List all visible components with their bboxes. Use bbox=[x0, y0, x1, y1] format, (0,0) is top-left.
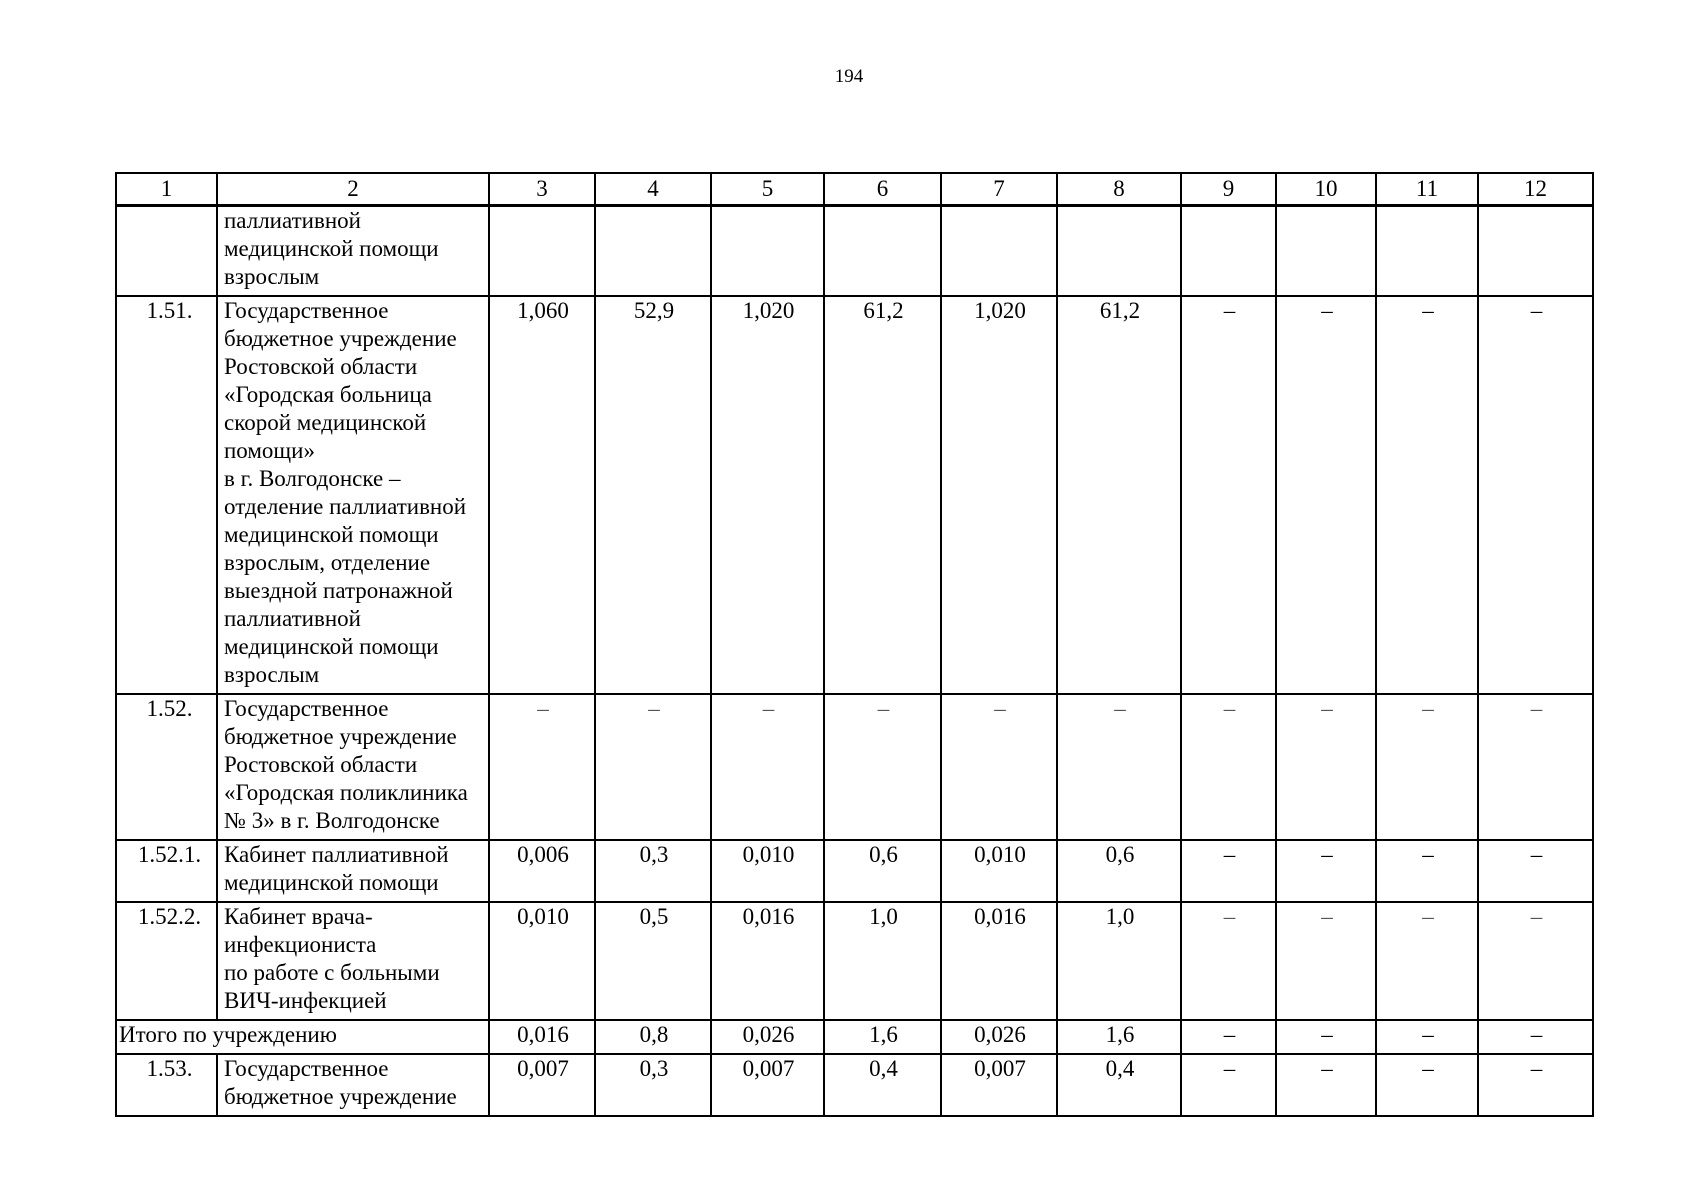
value-cell: – bbox=[1276, 296, 1376, 694]
value-cell: 0,4 bbox=[824, 1054, 941, 1116]
value-cell: 0,5 bbox=[595, 902, 711, 1020]
value-cell: 0,6 bbox=[824, 840, 941, 902]
value-cell: – bbox=[1478, 1020, 1593, 1054]
value-cell: – bbox=[1478, 1054, 1593, 1116]
value-cell: 0,007 bbox=[941, 1054, 1057, 1116]
value-cell: 0,026 bbox=[941, 1020, 1057, 1054]
value-cell bbox=[711, 206, 824, 296]
value-cell: – bbox=[824, 694, 941, 840]
value-cell: – bbox=[1276, 694, 1376, 840]
value-cell: 61,2 bbox=[824, 296, 941, 694]
total-label: Итого по учреждению bbox=[116, 1020, 489, 1054]
value-cell: – bbox=[941, 694, 1057, 840]
row-number: 1.52.2. bbox=[116, 902, 217, 1020]
row-number: 1.52. bbox=[116, 694, 217, 840]
value-cell: – bbox=[489, 694, 595, 840]
value-cell: 52,9 bbox=[595, 296, 711, 694]
page-number: 194 bbox=[834, 66, 864, 87]
value-cell: 0,026 bbox=[711, 1020, 824, 1054]
value-cell: – bbox=[1276, 1054, 1376, 1116]
value-cell: – bbox=[1376, 694, 1478, 840]
value-cell: 0,010 bbox=[711, 840, 824, 902]
table-row bbox=[116, 694, 1593, 840]
column-header: 1 bbox=[116, 173, 217, 206]
table-row bbox=[116, 1054, 1593, 1116]
institution-name: Государственное бюджетное учреждение Ростовской области «Городская поликлиника № 3» в г. Волгодонске bbox=[217, 694, 489, 840]
column-header: 8 bbox=[1057, 173, 1181, 206]
row-number bbox=[116, 206, 217, 296]
value-cell: – bbox=[711, 694, 824, 840]
value-cell: – bbox=[1376, 840, 1478, 902]
value-cell: 0,016 bbox=[941, 902, 1057, 1020]
value-cell: – bbox=[1478, 902, 1593, 1020]
value-cell bbox=[941, 206, 1057, 296]
institution-name: Государственное бюджетное учреждение Ростовской области «Городская больница скорой медицинской помощи» в г. Волгодонске – отделение паллиативной медицинской помощи взрослым, отделение выездной патронажной паллиативной медицинской помощи взрослым bbox=[217, 296, 489, 694]
value-cell: – bbox=[1181, 1054, 1276, 1116]
total-row bbox=[116, 1020, 1593, 1054]
column-header: 7 bbox=[941, 173, 1057, 206]
value-cell: 0,006 bbox=[489, 840, 595, 902]
value-cell: 1,020 bbox=[711, 296, 824, 694]
column-header: 11 bbox=[1376, 173, 1478, 206]
column-header: 4 bbox=[595, 173, 711, 206]
value-cell bbox=[1181, 206, 1276, 296]
value-cell: – bbox=[1181, 840, 1276, 902]
value-cell: – bbox=[1478, 694, 1593, 840]
value-cell bbox=[595, 206, 711, 296]
value-cell bbox=[1057, 206, 1181, 296]
column-number-row bbox=[116, 173, 1593, 206]
institution-name: Кабинет врача- инфекциониста по работе с больными ВИЧ-инфекцией bbox=[217, 902, 489, 1020]
value-cell: 0,8 bbox=[595, 1020, 711, 1054]
row-number: 1.51. bbox=[116, 296, 217, 694]
value-cell: 1,0 bbox=[824, 902, 941, 1020]
value-cell: – bbox=[1276, 1020, 1376, 1054]
table-row bbox=[116, 902, 1593, 1020]
table-row bbox=[116, 840, 1593, 902]
value-cell bbox=[824, 206, 941, 296]
column-header: 2 bbox=[217, 173, 489, 206]
column-header: 5 bbox=[711, 173, 824, 206]
value-cell bbox=[1376, 206, 1478, 296]
value-cell: – bbox=[1276, 902, 1376, 1020]
value-cell: 0,016 bbox=[489, 1020, 595, 1054]
value-cell: 61,2 bbox=[1057, 296, 1181, 694]
value-cell: 0,007 bbox=[489, 1054, 595, 1116]
value-cell: 1,0 bbox=[1057, 902, 1181, 1020]
value-cell: – bbox=[1057, 694, 1181, 840]
value-cell: – bbox=[1376, 1020, 1478, 1054]
value-cell: – bbox=[1478, 296, 1593, 694]
column-header: 3 bbox=[489, 173, 595, 206]
value-cell bbox=[1276, 206, 1376, 296]
value-cell: 1,6 bbox=[1057, 1020, 1181, 1054]
column-header: 12 bbox=[1478, 173, 1593, 206]
table-row bbox=[116, 296, 1593, 694]
value-cell: 0,010 bbox=[941, 840, 1057, 902]
row-number: 1.52.1. bbox=[116, 840, 217, 902]
column-header: 6 bbox=[824, 173, 941, 206]
value-cell: 1,020 bbox=[941, 296, 1057, 694]
value-cell: 0,3 bbox=[595, 1054, 711, 1116]
value-cell: – bbox=[1181, 694, 1276, 840]
value-cell: – bbox=[1376, 902, 1478, 1020]
column-header: 10 bbox=[1276, 173, 1376, 206]
institution-name: Кабинет паллиативной медицинской помощи bbox=[217, 840, 489, 902]
institution-name: паллиативной медицинской помощи взрослым bbox=[217, 206, 489, 296]
value-cell: 0,010 bbox=[489, 902, 595, 1020]
value-cell: 0,6 bbox=[1057, 840, 1181, 902]
value-cell bbox=[1478, 206, 1593, 296]
institution-name: Государственное бюджетное учреждение bbox=[217, 1054, 489, 1116]
value-cell: 0,016 bbox=[711, 902, 824, 1020]
value-cell bbox=[489, 206, 595, 296]
value-cell: – bbox=[1478, 840, 1593, 902]
value-cell: – bbox=[1181, 1020, 1276, 1054]
value-cell: 0,3 bbox=[595, 840, 711, 902]
column-header: 9 bbox=[1181, 173, 1276, 206]
value-cell: – bbox=[1276, 840, 1376, 902]
value-cell: – bbox=[1181, 296, 1276, 694]
value-cell: – bbox=[1376, 296, 1478, 694]
data-table bbox=[115, 172, 1594, 1117]
value-cell: – bbox=[1181, 902, 1276, 1020]
row-number: 1.53. bbox=[116, 1054, 217, 1116]
value-cell: – bbox=[1376, 1054, 1478, 1116]
value-cell: 1,060 bbox=[489, 296, 595, 694]
value-cell: – bbox=[595, 694, 711, 840]
value-cell: 0,007 bbox=[711, 1054, 824, 1116]
value-cell: 0,4 bbox=[1057, 1054, 1181, 1116]
value-cell: 1,6 bbox=[824, 1020, 941, 1054]
table-row bbox=[116, 206, 1593, 296]
